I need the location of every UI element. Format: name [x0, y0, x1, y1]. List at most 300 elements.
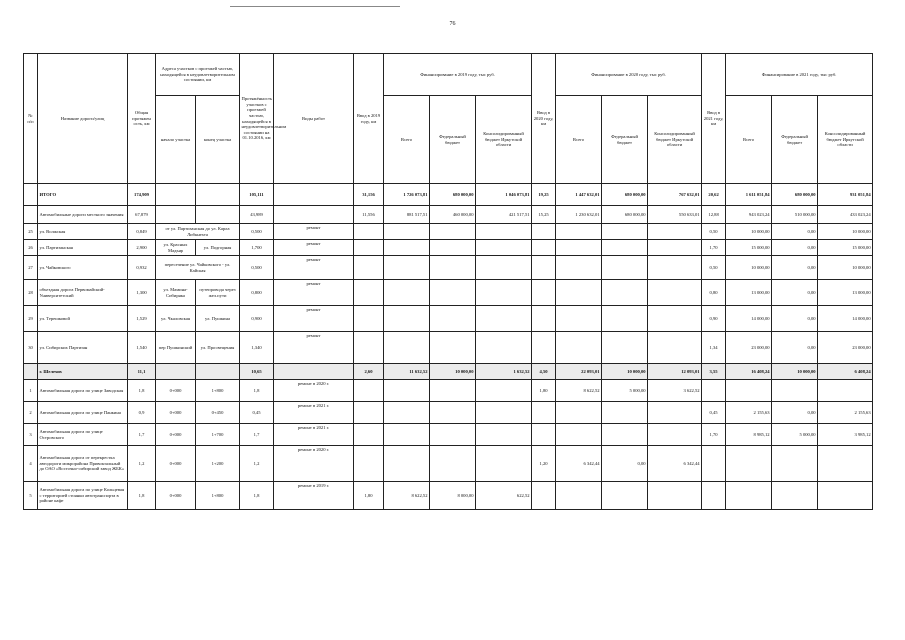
cell-input-2019: 1,80: [354, 482, 384, 510]
cell-2019-federal: 680 000,00: [430, 184, 476, 206]
cell-work-type: ремонт: [274, 280, 354, 306]
cell-work-type: ремонт: [274, 256, 354, 280]
cell-total-length: 67,879: [128, 206, 156, 224]
cell-road-name: ул. Терешковой: [38, 306, 128, 332]
cell-2019-regional: [476, 280, 532, 306]
cell-work-type: ремонт в 2021 г.: [274, 402, 354, 424]
cell-num: 5: [24, 482, 38, 510]
cell-2019-regional: 421 517,51: [476, 206, 532, 224]
cell-2019-total: [384, 240, 430, 256]
table-row: [24, 240, 873, 256]
cell-section-end: ул. Подгорная: [196, 240, 240, 256]
cell-input-2020: 1,80: [532, 380, 556, 402]
cell-2020-federal: [602, 332, 648, 364]
cell-work-type: [274, 184, 354, 206]
cell-road-name: Автомобильная дорога по улице Заводская: [38, 380, 128, 402]
cell-total-length: 0,932: [128, 256, 156, 280]
cell-road-name: ул. Чайковского: [38, 256, 128, 280]
cell-2021-regional: 433 023,24: [818, 206, 873, 224]
cell-bad-length: 0,900: [240, 306, 274, 332]
cell-2019-federal: [430, 280, 476, 306]
cell-total-length: 2,900: [128, 240, 156, 256]
table-row: [24, 446, 873, 482]
header-section-start: начало участка: [156, 96, 196, 184]
cell-input-2021: 12,88: [702, 206, 726, 224]
cell-2020-total: [556, 240, 602, 256]
cell-total-length: 1,540: [128, 332, 156, 364]
cell-work-type: ремонт в 2021 г.: [274, 424, 354, 446]
cell-2020-regional: 12 093,01: [648, 364, 702, 380]
cell-2019-regional: [476, 380, 532, 402]
cell-2020-regional: [648, 280, 702, 306]
cell-2020-regional: [648, 424, 702, 446]
cell-2020-federal: 0,00: [602, 446, 648, 482]
cell-num: [24, 364, 38, 380]
cell-bad-length: 1,700: [240, 240, 274, 256]
cell-2020-total: [556, 224, 602, 240]
cell-2019-regional: [476, 306, 532, 332]
cell-2020-total: [556, 256, 602, 280]
cell-2020-regional: [648, 256, 702, 280]
cell-input-2019: [354, 224, 384, 240]
cell-section-start: ул. Чкаловская: [156, 306, 196, 332]
cell-2019-total: [384, 380, 430, 402]
cell-input-2021: 0,90: [702, 306, 726, 332]
cell-work-type: ремонт: [274, 306, 354, 332]
cell-2019-regional: 1 046 073,81: [476, 184, 532, 206]
cell-2021-federal: 510 000,00: [772, 206, 818, 224]
cell-input-2019: [354, 256, 384, 280]
cell-2021-total: [726, 446, 772, 482]
cell-input-2019: [354, 240, 384, 256]
cell-2019-regional: [476, 424, 532, 446]
cell-bad-length: 0,500: [240, 256, 274, 280]
cell-2020-federal: [602, 256, 648, 280]
cell-2021-total: 2 155,63: [726, 402, 772, 424]
table-row: [24, 482, 873, 510]
cell-2020-total: 6 342,44: [556, 446, 602, 482]
cell-section-start: 0+000: [156, 380, 196, 402]
cell-2019-total: [384, 224, 430, 240]
cell-input-2019: [354, 380, 384, 402]
cell-bad-length: 0,500: [240, 224, 274, 240]
total-row: [24, 184, 873, 206]
cell-2019-total: [384, 332, 430, 364]
cell-road-name: ул. Партизанская: [38, 240, 128, 256]
table-row: [24, 402, 873, 424]
table-body: [24, 184, 873, 510]
cell-2020-regional: 767 632,01: [648, 184, 702, 206]
header-road-name: Название дороги/улиц: [38, 54, 128, 184]
cell-num: 26: [24, 240, 38, 256]
cell-2021-regional: 6 408,24: [818, 364, 873, 380]
cell-input-2020: [532, 256, 556, 280]
cell-input-2020: 4,50: [532, 364, 556, 380]
header-2019-federal: Федеральный бюджет: [430, 96, 476, 184]
cell-2021-total: 13 000,00: [726, 280, 772, 306]
cell-2020-federal: [602, 240, 648, 256]
cell-2021-total: 15 000,00: [726, 240, 772, 256]
cell-total-length: 0,9: [128, 402, 156, 424]
cell-section-start: 0+000: [156, 482, 196, 510]
cell-input-2021: 1,70: [702, 240, 726, 256]
cell-2021-federal: [772, 380, 818, 402]
header-2021-regional: Консолидированный бюджет Иркутской области: [818, 96, 873, 184]
cell-2019-federal: [430, 446, 476, 482]
cell-2020-regional: 6 342,44: [648, 446, 702, 482]
cell-2020-federal: 5 000,00: [602, 380, 648, 402]
cell-2019-federal: 8 000,00: [430, 482, 476, 510]
cell-input-2021: [702, 482, 726, 510]
cell-input-2021: 1,34: [702, 332, 726, 364]
cell-num: 2: [24, 402, 38, 424]
cell-input-2020: [532, 424, 556, 446]
cell-num: 28: [24, 280, 38, 306]
cell-2020-total: [556, 280, 602, 306]
cell-total-length: 0,849: [128, 224, 156, 240]
cell-section-end: [196, 206, 240, 224]
header-2020-federal: Федеральный бюджет: [602, 96, 648, 184]
header-section-end: конец участка: [196, 96, 240, 184]
cell-section-start: от ул. Партизанская до ул. Карла Либкнехта: [156, 224, 240, 240]
cell-input-2020: [532, 402, 556, 424]
cell-2019-total: [384, 402, 430, 424]
cell-road-name: ул. Волжская: [38, 224, 128, 240]
cell-road-name: Автомобильная дорога по улице Островского: [38, 424, 128, 446]
cell-work-type: [274, 206, 354, 224]
cell-section-end: ул. Просвещения: [196, 332, 240, 364]
cell-2019-federal: [430, 224, 476, 240]
cell-bad-length: 0,800: [240, 280, 274, 306]
header-addresses: Адреса участков с проезжей частью, находящейся в неудовлетворительном состоянии, км: [156, 54, 240, 96]
cell-2021-federal: 0,00: [772, 402, 818, 424]
cell-road-name: Автомобильная дорога по улице Кольцевая с территорией стоянки автотранспорта в районе кафе: [38, 482, 128, 510]
cell-2020-federal: [602, 482, 648, 510]
table-row: [24, 380, 873, 402]
cell-bad-length: 1,2: [240, 446, 274, 482]
cell-total-length: 1,8: [128, 380, 156, 402]
cell-2021-federal: 0,00: [772, 240, 818, 256]
cell-input-2019: [354, 332, 384, 364]
header-fin-2021: Финансирование в 2021 году, тыс руб.: [726, 54, 873, 96]
cell-2020-regional: [648, 240, 702, 256]
cell-work-type: ремонт: [274, 240, 354, 256]
cell-input-2019: [354, 424, 384, 446]
header-num: № п/п: [24, 54, 38, 184]
header-input-2019: Ввод в 2019 году, км: [354, 54, 384, 184]
cell-bad-length: 1,8: [240, 482, 274, 510]
cell-section-start: 0+000: [156, 402, 196, 424]
cell-2021-regional: 2 155,63: [818, 402, 873, 424]
cell-bad-length: 105,111: [240, 184, 274, 206]
cell-2020-total: 8 622,52: [556, 380, 602, 402]
cell-input-2020: 19,25: [532, 184, 556, 206]
cell-road-name: г. Шелехов: [38, 364, 128, 380]
cell-input-2019: 11,556: [354, 206, 384, 224]
cell-input-2020: [532, 332, 556, 364]
cell-2019-total: [384, 306, 430, 332]
cell-2021-federal: [772, 446, 818, 482]
cell-input-2019: [354, 306, 384, 332]
cell-input-2020: [532, 224, 556, 240]
cell-2019-regional: [476, 332, 532, 364]
cell-2020-regional: 3 622,52: [648, 380, 702, 402]
cell-2021-regional: 13 000,00: [818, 280, 873, 306]
cell-2021-regional: 23 000,00: [818, 332, 873, 364]
cell-section-end: 1+700: [196, 424, 240, 446]
cell-input-2019: 31,156: [354, 184, 384, 206]
cell-2019-total: 1 726 073,81: [384, 184, 430, 206]
table-row: [24, 332, 873, 364]
cell-2019-total: [384, 256, 430, 280]
cell-work-type: ремонт в 2019 г.: [274, 482, 354, 510]
top-scan-line: [230, 6, 400, 7]
cell-work-type: ремонт в 2020 г.: [274, 380, 354, 402]
cell-section-start: ул. Красных Мадьяр: [156, 240, 196, 256]
header-2020-regional: Консолидированный бюджет Иркутской области: [648, 96, 702, 184]
cell-2020-total: 1 230 632,01: [556, 206, 602, 224]
cell-section-end: 1+800: [196, 380, 240, 402]
cell-num: 25: [24, 224, 38, 240]
cell-section-end: [196, 184, 240, 206]
cell-2020-federal: 680 000,00: [602, 206, 648, 224]
cell-2019-federal: [430, 380, 476, 402]
cell-bad-length: 1,8: [240, 380, 274, 402]
cell-2021-regional: [818, 380, 873, 402]
cell-2019-federal: [430, 256, 476, 280]
cell-2019-federal: 10 000,00: [430, 364, 476, 380]
cell-num: 1: [24, 380, 38, 402]
cell-total-length: 1,2: [128, 446, 156, 482]
cell-2021-total: 10 000,00: [726, 256, 772, 280]
cell-input-2021: [702, 380, 726, 402]
header-bad-length: Протяжённость участков с проезжей частью, находящейся в неудовлетворительном состоянии на 01.10.2016, км: [240, 54, 274, 184]
cell-2021-federal: [772, 482, 818, 510]
cell-section-start: [156, 364, 196, 380]
cell-2019-regional: 622,52: [476, 482, 532, 510]
cell-input-2020: [532, 280, 556, 306]
cell-bad-length: 1,7: [240, 424, 274, 446]
cell-2020-regional: [648, 224, 702, 240]
cell-total-length: 1,300: [128, 280, 156, 306]
cell-2021-federal: 10 000,00: [772, 364, 818, 380]
cell-input-2020: [532, 306, 556, 332]
cell-road-name: Автомобильная дорога от перекрестка автодороги микрорайона Привокзальный до ОАО «Восточно-сибирский завод ЖБК»: [38, 446, 128, 482]
cell-section-end: путепровода через жел.пути: [196, 280, 240, 306]
cell-input-2021: 1,70: [702, 424, 726, 446]
cell-num: [24, 184, 38, 206]
header-2021-total: Всего: [726, 96, 772, 184]
cell-section-start: пер Пушкинский: [156, 332, 196, 364]
cell-total-length: 174,909: [128, 184, 156, 206]
cell-num: 29: [24, 306, 38, 332]
cell-total-length: 1,8: [128, 482, 156, 510]
cell-input-2021: 0,80: [702, 280, 726, 306]
cell-2021-regional: 3 985,12: [818, 424, 873, 446]
header-2021-federal: Федеральный бюджет: [772, 96, 818, 184]
cell-road-name: объездная дорога Первомайский-Университетский: [38, 280, 128, 306]
cell-input-2019: [354, 446, 384, 482]
cell-2019-federal: [430, 402, 476, 424]
cell-2020-federal: 680 000,00: [602, 184, 648, 206]
road-financing-table: [23, 53, 873, 510]
cell-2020-federal: [602, 306, 648, 332]
cell-2020-federal: [602, 224, 648, 240]
cell-road-name: Автомобильная дорога по улице Панкина: [38, 402, 128, 424]
cell-input-2020: 1,20: [532, 446, 556, 482]
header-2020-total: Всего: [556, 96, 602, 184]
cell-section-start: 0+000: [156, 446, 196, 482]
header-fin-2020: Финансирование в 2020 году, тыс руб.: [556, 54, 702, 96]
cell-section-start: ул. Мамина-Сибиряка: [156, 280, 196, 306]
cell-input-2020: [532, 482, 556, 510]
cell-2021-federal: 0,00: [772, 224, 818, 240]
cell-2021-total: 14 000,00: [726, 306, 772, 332]
page-number: 76: [449, 21, 456, 27]
cell-2019-regional: [476, 240, 532, 256]
cell-input-2021: 0,50: [702, 224, 726, 240]
cell-2020-total: [556, 482, 602, 510]
cell-2021-federal: 0,00: [772, 306, 818, 332]
cell-total-length: 1,7: [128, 424, 156, 446]
cell-2021-federal: 0,00: [772, 280, 818, 306]
cell-2021-regional: [818, 482, 873, 510]
cell-bad-length: 10,65: [240, 364, 274, 380]
cell-2021-total: 8 985,12: [726, 424, 772, 446]
cell-2019-total: 881 517,51: [384, 206, 430, 224]
cell-2019-total: [384, 446, 430, 482]
cell-bad-length: 43,989: [240, 206, 274, 224]
cell-bad-length: 1,340: [240, 332, 274, 364]
cell-section-start: пересечение ул. Чайковского - ул. Кайская: [156, 256, 240, 280]
cell-section-end: ул. Пушкина: [196, 306, 240, 332]
cell-2020-total: 1 447 632,01: [556, 184, 602, 206]
cell-2020-total: [556, 332, 602, 364]
cell-input-2021: 0,50: [702, 256, 726, 280]
cell-input-2019: [354, 280, 384, 306]
cell-input-2019: 2,60: [354, 364, 384, 380]
cell-2019-total: [384, 280, 430, 306]
cell-bad-length: 0,45: [240, 402, 274, 424]
cell-2020-federal: [602, 424, 648, 446]
cell-2021-federal: 680 000,00: [772, 184, 818, 206]
cell-work-type: [274, 364, 354, 380]
cell-2021-total: [726, 482, 772, 510]
cell-road-name: ул. Сибирских Партизан: [38, 332, 128, 364]
cell-2021-regional: 931 051,84: [818, 184, 873, 206]
header-work-types: Виды работ: [274, 54, 354, 184]
cell-input-2020: [532, 240, 556, 256]
cell-num: 30: [24, 332, 38, 364]
cell-2021-total: [726, 380, 772, 402]
cell-road-name: ИТОГО: [38, 184, 128, 206]
cell-2019-federal: [430, 424, 476, 446]
cell-2019-federal: [430, 306, 476, 332]
cell-2021-federal: 5 000,00: [772, 424, 818, 446]
cell-2021-regional: 10 000,00: [818, 224, 873, 240]
cell-work-type: ремонт: [274, 224, 354, 240]
cell-2020-regional: [648, 306, 702, 332]
cell-section-end: 1+200: [196, 446, 240, 482]
cell-2021-regional: 15 000,00: [818, 240, 873, 256]
header-2019-regional: Консолидированный бюджет Иркутской области: [476, 96, 532, 184]
header-fin-2019: Финансирование в 2019 году, тыс руб.: [384, 54, 532, 96]
cell-input-2021: 3,55: [702, 364, 726, 380]
cell-total-length: 11,1: [128, 364, 156, 380]
cell-2020-federal: [602, 280, 648, 306]
header-total-length: Общая протяжен ость, км: [128, 54, 156, 184]
cell-2019-federal: [430, 332, 476, 364]
cell-2020-regional: [648, 402, 702, 424]
cell-section-start: [156, 184, 196, 206]
cell-2020-federal: 10 000,00: [602, 364, 648, 380]
cell-input-2021: 0,45: [702, 402, 726, 424]
district-row: [24, 364, 873, 380]
table-row: [24, 224, 873, 240]
cell-2021-regional: [818, 446, 873, 482]
cell-section-end: 1+800: [196, 482, 240, 510]
cell-2019-regional: 1 632,52: [476, 364, 532, 380]
cell-2019-regional: [476, 402, 532, 424]
cell-2020-federal: [602, 402, 648, 424]
cell-num: 4: [24, 446, 38, 482]
cell-num: 3: [24, 424, 38, 446]
cell-input-2021: [702, 446, 726, 482]
cell-2019-total: [384, 424, 430, 446]
cell-section-end: [196, 364, 240, 380]
table-row: [24, 424, 873, 446]
cell-input-2020: 15,25: [532, 206, 556, 224]
cell-section-end: 0+450: [196, 402, 240, 424]
cell-2020-total: [556, 424, 602, 446]
cell-work-type: ремонт: [274, 332, 354, 364]
cell-num: 27: [24, 256, 38, 280]
cell-section-start: [156, 206, 196, 224]
cell-2021-total: 10 000,00: [726, 224, 772, 240]
cell-2021-total: 1 611 051,84: [726, 184, 772, 206]
cell-2020-total: 22 093,01: [556, 364, 602, 380]
cell-work-type: ремонт в 2020 г.: [274, 446, 354, 482]
cell-2020-regional: [648, 482, 702, 510]
table-row: [24, 306, 873, 332]
cell-2021-regional: 10 000,00: [818, 256, 873, 280]
cell-2019-regional: [476, 256, 532, 280]
header-input-2021: Ввод в 2021 году, км: [702, 54, 726, 184]
cell-2021-total: 23 000,00: [726, 332, 772, 364]
header-input-2020: Ввод в 2020 году, км: [532, 54, 556, 184]
cell-2020-regional: 550 633,01: [648, 206, 702, 224]
cell-2020-total: [556, 306, 602, 332]
cell-2020-regional: [648, 332, 702, 364]
cell-2019-total: 11 632,52: [384, 364, 430, 380]
cell-input-2019: [354, 402, 384, 424]
cell-2019-regional: [476, 446, 532, 482]
cell-road-name: Автомобильные дороги местного значения: [38, 206, 128, 224]
cell-2019-regional: [476, 224, 532, 240]
cell-input-2021: 20,62: [702, 184, 726, 206]
cell-section-start: 0+000: [156, 424, 196, 446]
cell-2019-total: 8 622,52: [384, 482, 430, 510]
cell-2021-total: 943 023,24: [726, 206, 772, 224]
header-2019-total: Всего: [384, 96, 430, 184]
table-row: [24, 280, 873, 306]
cell-2021-total: 16 408,24: [726, 364, 772, 380]
cell-2021-federal: 0,00: [772, 256, 818, 280]
cell-2020-total: [556, 402, 602, 424]
cell-2021-regional: 14 000,00: [818, 306, 873, 332]
cell-2019-federal: 460 000,00: [430, 206, 476, 224]
cell-2019-federal: [430, 240, 476, 256]
